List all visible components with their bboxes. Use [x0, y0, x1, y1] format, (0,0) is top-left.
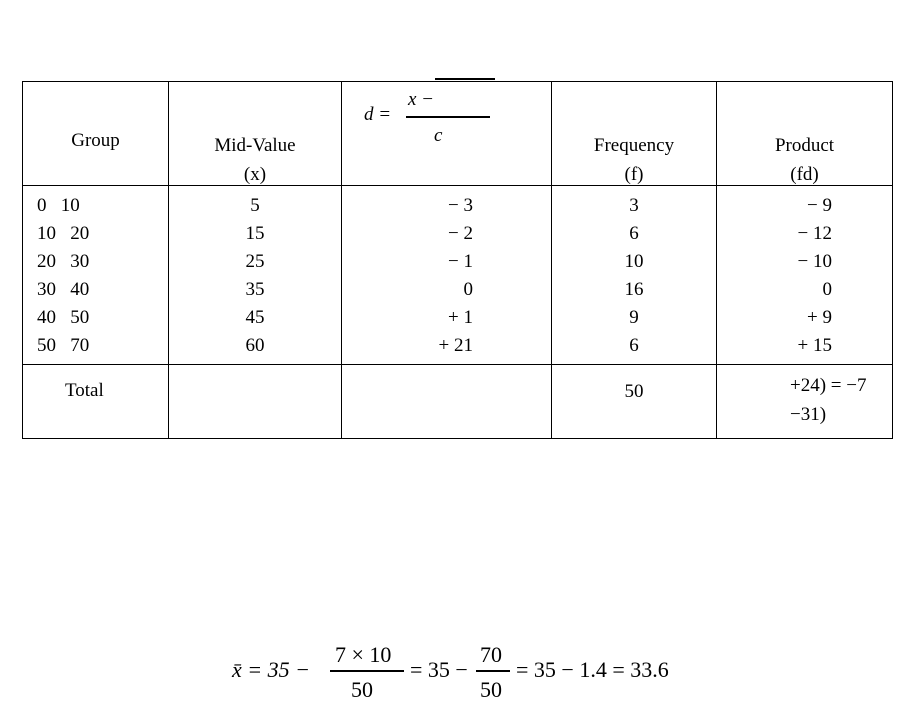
total-mid-empty-cell: [169, 365, 342, 439]
total-product-cell: [717, 365, 893, 439]
header-mid-value-sub: (x): [243, 164, 267, 185]
frequency-cell: 9: [629, 307, 639, 328]
d-cell: + 21: [438, 335, 473, 356]
group-cell: 20 30: [37, 251, 90, 272]
equation-fraction2-denominator: 50: [480, 677, 502, 702]
header-product-cell: [717, 82, 893, 186]
d-column: [342, 186, 552, 365]
group-column: [23, 186, 169, 365]
total-product-line2: −31): [790, 404, 827, 425]
product-cell: − 9: [807, 195, 832, 216]
header-group: Group: [71, 130, 120, 151]
d-cell: + 1: [448, 307, 473, 328]
mid-value-cell: 15: [245, 223, 265, 244]
group-cell: 50 70: [37, 335, 90, 356]
product-cell: + 9: [807, 307, 832, 328]
equation-fraction2-numerator: 70: [480, 642, 502, 667]
group-cell: 30 40: [37, 279, 90, 300]
total-label-cell: [23, 365, 169, 439]
equation-fraction1-bar: [330, 670, 404, 672]
total-label: Total: [65, 380, 104, 401]
table-header-row: [23, 82, 893, 186]
header-mid-value-cell: [169, 82, 342, 186]
total-frequency-cell: [552, 365, 717, 439]
mean-equation: [232, 640, 702, 710]
header-frequency-cell: [552, 82, 717, 186]
frequency-cell: 10: [624, 251, 644, 272]
table-total-row: [23, 365, 893, 439]
total-frequency: 50: [624, 381, 644, 402]
frequency-column: [552, 186, 717, 365]
d-formula-denominator: c: [434, 125, 443, 146]
header-d-cell: [342, 82, 552, 186]
total-product-line1: +24) = −7: [790, 375, 867, 396]
frequency-table: [22, 81, 893, 439]
mid-value-cell: 25: [245, 251, 265, 272]
product-cell: 0: [822, 279, 832, 300]
header-mid-value-label: Mid-Value: [214, 135, 296, 156]
header-frequency-sub: (f): [624, 164, 644, 185]
frequency-cell: 16: [624, 279, 644, 300]
equation-middle: = 35 −: [410, 657, 468, 682]
product-cell: − 10: [797, 251, 832, 272]
header-frequency-label: Frequency: [593, 135, 675, 156]
mid-value-column: [169, 186, 342, 365]
equation-lhs: x̄ = 35 −: [232, 657, 310, 682]
d-cell: 0: [463, 279, 473, 300]
group-cell: 40 50: [37, 307, 90, 328]
mid-value-cell: 5: [250, 195, 260, 216]
equation-fraction2-bar: [476, 670, 510, 672]
total-d-empty-cell: [342, 365, 552, 439]
frequency-cell: 3: [629, 195, 639, 216]
header-product-sub: (fd): [790, 164, 819, 185]
header-frequency: [552, 131, 716, 189]
header-product-label: Product: [774, 135, 835, 156]
frequency-cell: 6: [629, 335, 639, 356]
table-body-row: [23, 186, 893, 365]
d-cell: − 2: [448, 223, 473, 244]
mid-value-cell: 45: [245, 307, 265, 328]
d-cell: − 3: [448, 195, 473, 216]
mid-value-cell: 35: [245, 279, 265, 300]
d-cell: − 1: [448, 251, 473, 272]
equation-fraction1-denominator: 50: [351, 677, 373, 702]
group-cell: 0 10: [37, 195, 80, 216]
header-mid-value: [169, 131, 341, 189]
d-formula-lhs: d =: [364, 104, 392, 125]
overline-mark: [435, 78, 495, 80]
product-cell: + 15: [797, 335, 832, 356]
total-product: [790, 371, 866, 429]
d-formula-fraction-bar: [406, 116, 490, 118]
d-formula: [360, 82, 530, 146]
header-group-cell: [23, 82, 169, 186]
product-cell: − 12: [797, 223, 832, 244]
d-formula-numerator: x −: [408, 89, 435, 110]
frequency-cell: 6: [629, 223, 639, 244]
equation-rhs: = 35 − 1.4 = 33.6: [516, 657, 669, 682]
group-cell: 10 20: [37, 223, 90, 244]
mid-value-cell: 60: [245, 335, 265, 356]
equation-fraction1-numerator: 7 × 10: [335, 642, 392, 667]
header-product: [717, 131, 892, 189]
product-column: [717, 186, 893, 365]
